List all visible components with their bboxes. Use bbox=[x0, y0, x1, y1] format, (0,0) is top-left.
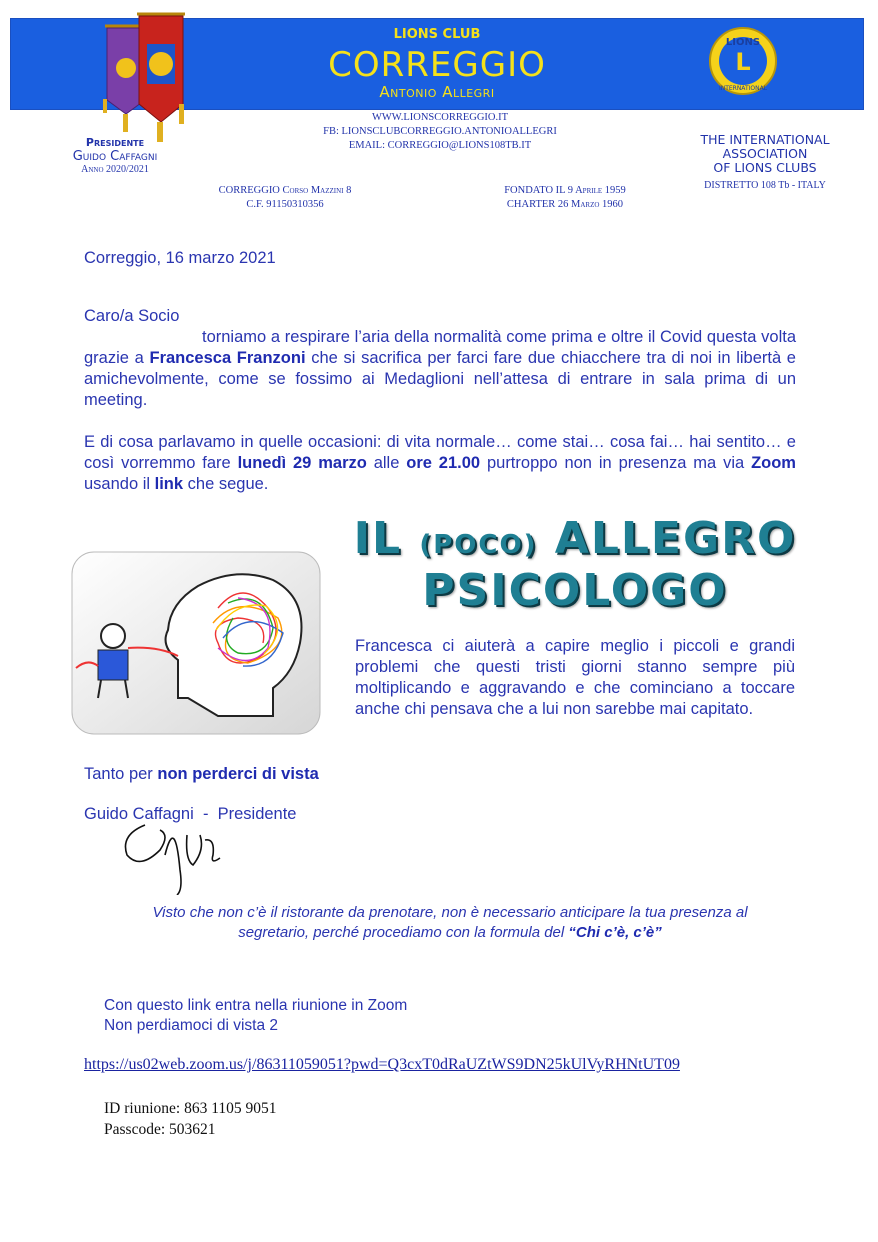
paragraph-1 bbox=[84, 327, 796, 411]
zoom-intro bbox=[104, 996, 407, 1036]
closing-text-b: non perderci di vista bbox=[157, 765, 319, 783]
p2-text-c: purtroppo non in presenza ma via bbox=[480, 454, 752, 472]
p2-text-d: usando il bbox=[84, 475, 155, 493]
title-poco: (POCO) bbox=[419, 530, 538, 560]
p1-text-a: torniamo a respirare l’aria della normalità come prima e oltre il Covid questa volta grazie a bbox=[84, 328, 796, 367]
zoom-label: Zoom bbox=[751, 454, 796, 472]
club-pennants-image bbox=[95, 4, 195, 146]
paragraph-3: Francesca ci aiuterà a capire meglio i piccoli e grandi problemi che questi tristi giorni stanno sempre più moltiplicando e aggravando e che cominciano a toccare anche chi pensava che a lui non sarebbe mai capitato. bbox=[355, 637, 795, 718]
district: DISTRETTO 108 Tb - ITALY bbox=[704, 180, 826, 191]
charter: CHARTER 26 Marzo 1960 bbox=[506, 199, 624, 210]
club-subtitle: Antonio Allegri bbox=[379, 83, 495, 101]
closing-line bbox=[84, 764, 319, 785]
signature-name: Guido Caffagni - Presidente bbox=[84, 805, 297, 823]
reservation-note bbox=[120, 903, 780, 943]
meeting-id: ID riunione: 863 1105 9051 bbox=[104, 1100, 277, 1117]
founded: FONDATO IL 9 Aprile 1959 bbox=[504, 185, 626, 196]
president-name: Guido Caffagni bbox=[72, 149, 158, 164]
club-label: LIONS CLUB bbox=[393, 27, 481, 42]
event-title-line1 bbox=[345, 515, 805, 569]
paragraph-2 bbox=[84, 432, 796, 495]
event-title-line2: PSICOLOGO bbox=[422, 565, 728, 616]
logo-international-text: INTERNATIONAL bbox=[718, 85, 768, 92]
zoom-meeting-link[interactable]: https://us02web.zoom.us/j/86311059051?pwd=Q3cxT0dRaUZtWS9DN25kUlVyRHNtUT09 bbox=[84, 1056, 680, 1073]
svg-text:L: L bbox=[735, 48, 751, 76]
facebook: FB: LIONSCLUBCORREGGIO.ANTONIOALLEGRI bbox=[323, 126, 557, 137]
lions-logo bbox=[708, 26, 778, 96]
meeting-details bbox=[104, 1098, 277, 1140]
note-text-b: “Chi c’è, c’è” bbox=[568, 924, 662, 941]
letter-date: Correggio, 16 marzo 2021 bbox=[84, 249, 276, 267]
association-line3: OF LIONS CLUBS bbox=[713, 160, 817, 175]
zoom-line-2: Non perdiamoci di vista 2 bbox=[104, 1017, 279, 1034]
salutation: Caro/a Socio bbox=[84, 307, 180, 325]
email: EMAIL: CORREGGIO@LIONS108TB.IT bbox=[348, 140, 532, 151]
association-line2: ASSOCIATION bbox=[722, 146, 808, 161]
p2-text-b: alle bbox=[366, 454, 407, 472]
p2-text-e: che segue. bbox=[183, 475, 269, 493]
speaker-name: Francesca Franzoni bbox=[149, 349, 306, 367]
president-label: Presidente bbox=[85, 136, 145, 149]
website: WWW.LIONSCORREGGIO.IT bbox=[371, 112, 509, 123]
note-text-a: Visto che non c’è il ristorante da prenotare, non è necessario anticipare la tua presenza al segretario, perché procediamo con la formula del bbox=[152, 904, 748, 941]
meeting-passcode: Passcode: 503621 bbox=[104, 1121, 216, 1138]
address-street: CORREGGIO Corso Mazzini 8 bbox=[218, 185, 352, 196]
president-block bbox=[30, 136, 200, 175]
zoom-line-1: Con questo link entra nella riunione in Zoom bbox=[104, 997, 408, 1014]
address-cf: C.F. 91150310356 bbox=[246, 199, 324, 210]
handwritten-signature bbox=[115, 810, 235, 895]
p2-text-a: E di cosa parlavamo in quelle occasioni: di vita normale… come stai… cosa fai… hai sentito… e così vorremmo fare bbox=[84, 433, 796, 472]
meeting-time: ore 21.00 bbox=[406, 454, 481, 472]
title-allegro: ALLEGRO bbox=[554, 513, 797, 564]
logo-lions-text: LIONS bbox=[725, 37, 761, 48]
club-name: CORREGGIO bbox=[328, 45, 546, 85]
title-il: IL bbox=[353, 513, 403, 564]
association-line1: THE INTERNATIONAL bbox=[700, 132, 830, 147]
meeting-date: lunedì 29 marzo bbox=[237, 454, 367, 472]
p1-text-b: che si sacrifica per farci fare due chiacchere tra di noi in libertà e amichevolmente, come se fossimo ai Medaglioni nell’attesa di entrare in sala prima di un meeting. bbox=[84, 349, 796, 409]
closing-text-a: Tanto per bbox=[84, 765, 158, 783]
psychologist-illustration bbox=[68, 548, 326, 740]
association-block bbox=[675, 133, 855, 193]
link-label: link bbox=[154, 475, 184, 493]
president-year: Anno 2020/2021 bbox=[81, 164, 149, 175]
